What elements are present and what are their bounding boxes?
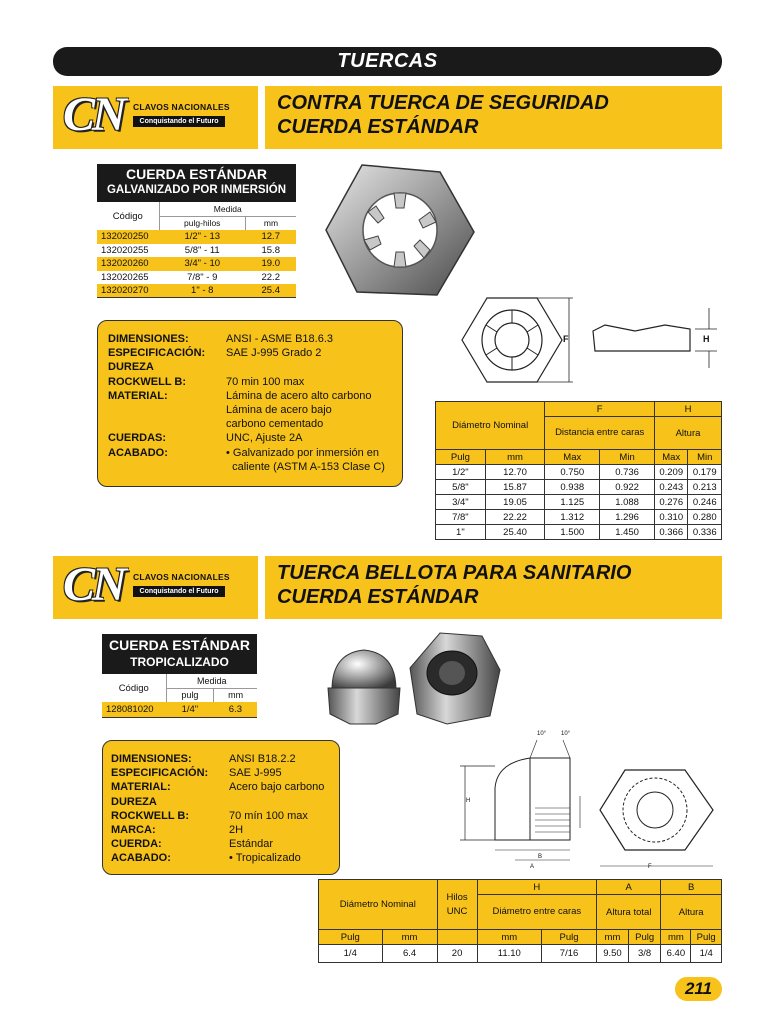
table-row: 128081020 1/4" 6.3 [102,702,257,717]
col-pulg: pulg-hilos [159,216,245,230]
table-row: 132020255 5/8" - 11 15.8 [101,244,280,256]
brand-logo [53,556,258,619]
col-altura: Altura [661,895,722,930]
col-distancia: Distancia entre caras [545,417,655,450]
col-mm: mm [228,690,244,701]
logo-slogan: Conquistando el Futuro [133,586,225,597]
label-h: H [703,334,710,344]
table-row: 1" 25.40 1.500 1.450 0.366 0.336 [436,525,722,540]
spec-header-title: CUERDA ESTÁNDAR [125,166,268,182]
col-diametro: Diámetro Nominal [436,402,545,450]
col-codigo: Código [102,674,166,702]
brand-logo [53,86,258,149]
lock-nut-diagram [455,293,725,388]
logo-mark: CN [63,88,124,141]
logo-slogan: Conquistando el Futuro [133,116,225,127]
table-row: 1/4 6.4 20 11.10 7/16 9.50 3/8 6.40 1/4 [319,945,722,963]
col-h: H [477,880,596,895]
col-h: H [655,402,722,417]
dimensions-table: Diámetro Nominal Hilos UNC H A B Diámetro entre caras Altura total Altura Pulg mm mm Pulg mm Pulg mm Pulg 1/4 6.4 20 11.10 7/16 9.50 3/8 6.40 1/4 [318,879,722,963]
dimensions-table: Diámetro Nominal F H Distancia entre caras Altura Pulg mm Max Min Max Min 1/2" 12.70 0.750 0.736 0.209 0.179 5/8" 15.87 0.938 0.922 0.243 0.213 3/4" 19.05 1.125 1.088 0.276 0.246 7/8" 22.22 1.312 1.296 0.310 0.280 1" 25.40 1.500 1.450 0.366 0.336 [435,401,722,540]
col-b: B [661,880,722,895]
section-title [265,556,722,619]
table-row: 7/8" 22.22 1.312 1.296 0.310 0.280 [436,510,722,525]
col-f: F [545,402,655,417]
section-title-line2: CUERDA ESTÁNDAR [277,116,479,138]
info-row: DIMENSIONES: ANSI B18.2.2 [111,753,296,765]
section-title-line1: CONTRA TUERCA DE SEGURIDAD [277,92,609,114]
spec-info-box [102,740,340,875]
label-b: B [538,854,543,860]
info-row: DUREZA [111,795,157,808]
col-pulg: pulg [166,688,214,702]
info-row: ESPECIFICACIÓN: SAE J-995 [111,767,282,780]
page-number: 211 [675,977,722,1001]
table-row: 132020265 7/8" - 9 22.2 [101,271,280,283]
info-row: carbono cementado [226,418,324,431]
label-a: A [530,864,535,870]
spec-table-header [102,634,257,674]
section-title-line1: TUERCA BELLOTA PARA SANITARIO [277,562,632,584]
table-row: 3/4" 19.05 1.125 1.088 0.276 0.246 [436,495,722,510]
table-row: 5/8" 15.87 0.938 0.922 0.243 0.213 [436,480,722,495]
col-medida: Medida [166,674,257,688]
table-row: 1/2" 12.70 0.750 0.736 0.209 0.179 [436,465,722,480]
logo-brand-name: CLAVOS NACIONALES [133,102,230,112]
info-row: ROCKWELL B: 70 min 100 max [108,375,305,388]
col-altura-total: Altura total [597,895,661,930]
col-diametro: Diámetro Nominal [319,880,438,930]
info-row: MATERIAL: Acero bajo carbono [111,781,325,794]
page-title: TUERCAS [53,47,722,76]
info-row: DUREZA [108,361,154,374]
logo-brand-name: CLAVOS NACIONALES [133,572,230,582]
col-mm: mm [263,218,279,229]
table-row: 132020250 1/2" - 13 12.7 [97,230,296,244]
cap-nut-diagram [455,728,725,876]
spec-table [102,634,257,718]
info-row: ROCKWELL B: 70 mín 100 max [111,809,308,822]
info-row: caliente (ASTM A-153 Clase C) [226,460,385,473]
info-row: ACABADO: • Galvanizado por inmersión en [108,446,380,459]
info-row: DIMENSIONES: ANSI - ASME B18.6.3 [108,333,333,345]
info-row: ESPECIFICACIÓN: SAE J-995 Grado 2 [108,347,322,360]
col-medida: Medida [159,202,296,216]
info-row: Lámina de acero bajo [226,404,332,417]
info-row: CUERDAS: UNC, Ajuste 2A [108,432,303,445]
section-title-line2: CUERDA ESTÁNDAR [277,586,479,608]
angle-label: 10° [561,731,571,737]
label-f: F [648,864,652,870]
info-row: CUERDA: Estándar [111,838,274,851]
spec-header-subtitle: TROPICALIZADO [130,655,229,669]
col-codigo: Código [97,202,159,230]
cap-nut-photo [322,628,502,728]
spec-header-title: CUERDA ESTÁNDAR [108,637,251,653]
lock-nut-photo [322,160,477,302]
spec-header-subtitle: GALVANIZADO POR INMERSIÓN [106,184,287,196]
info-row: MATERIAL: Lámina de acero alto carbono [108,389,372,402]
angle-label: 10° [537,731,547,737]
col-altura: Altura [655,417,722,450]
label-f: F [563,334,569,344]
label-h: H [466,798,471,804]
spec-info-box [97,320,403,487]
table-row: 132020270 1" - 8 25.4 [97,284,296,298]
spec-table [97,164,296,298]
logo-mark: CN [63,558,124,611]
section-title [265,86,722,149]
col-a: A [597,880,661,895]
col-diametro-caras: Diámetro entre caras [477,895,596,930]
spec-table-header [97,164,296,202]
col-hilos: Hilos UNC [437,880,477,930]
info-row: MARCA: 2H [111,824,244,837]
info-row: ACABADO: • Tropicalizado [111,852,301,865]
table-row: 132020260 3/4" - 10 19.0 [97,257,296,271]
